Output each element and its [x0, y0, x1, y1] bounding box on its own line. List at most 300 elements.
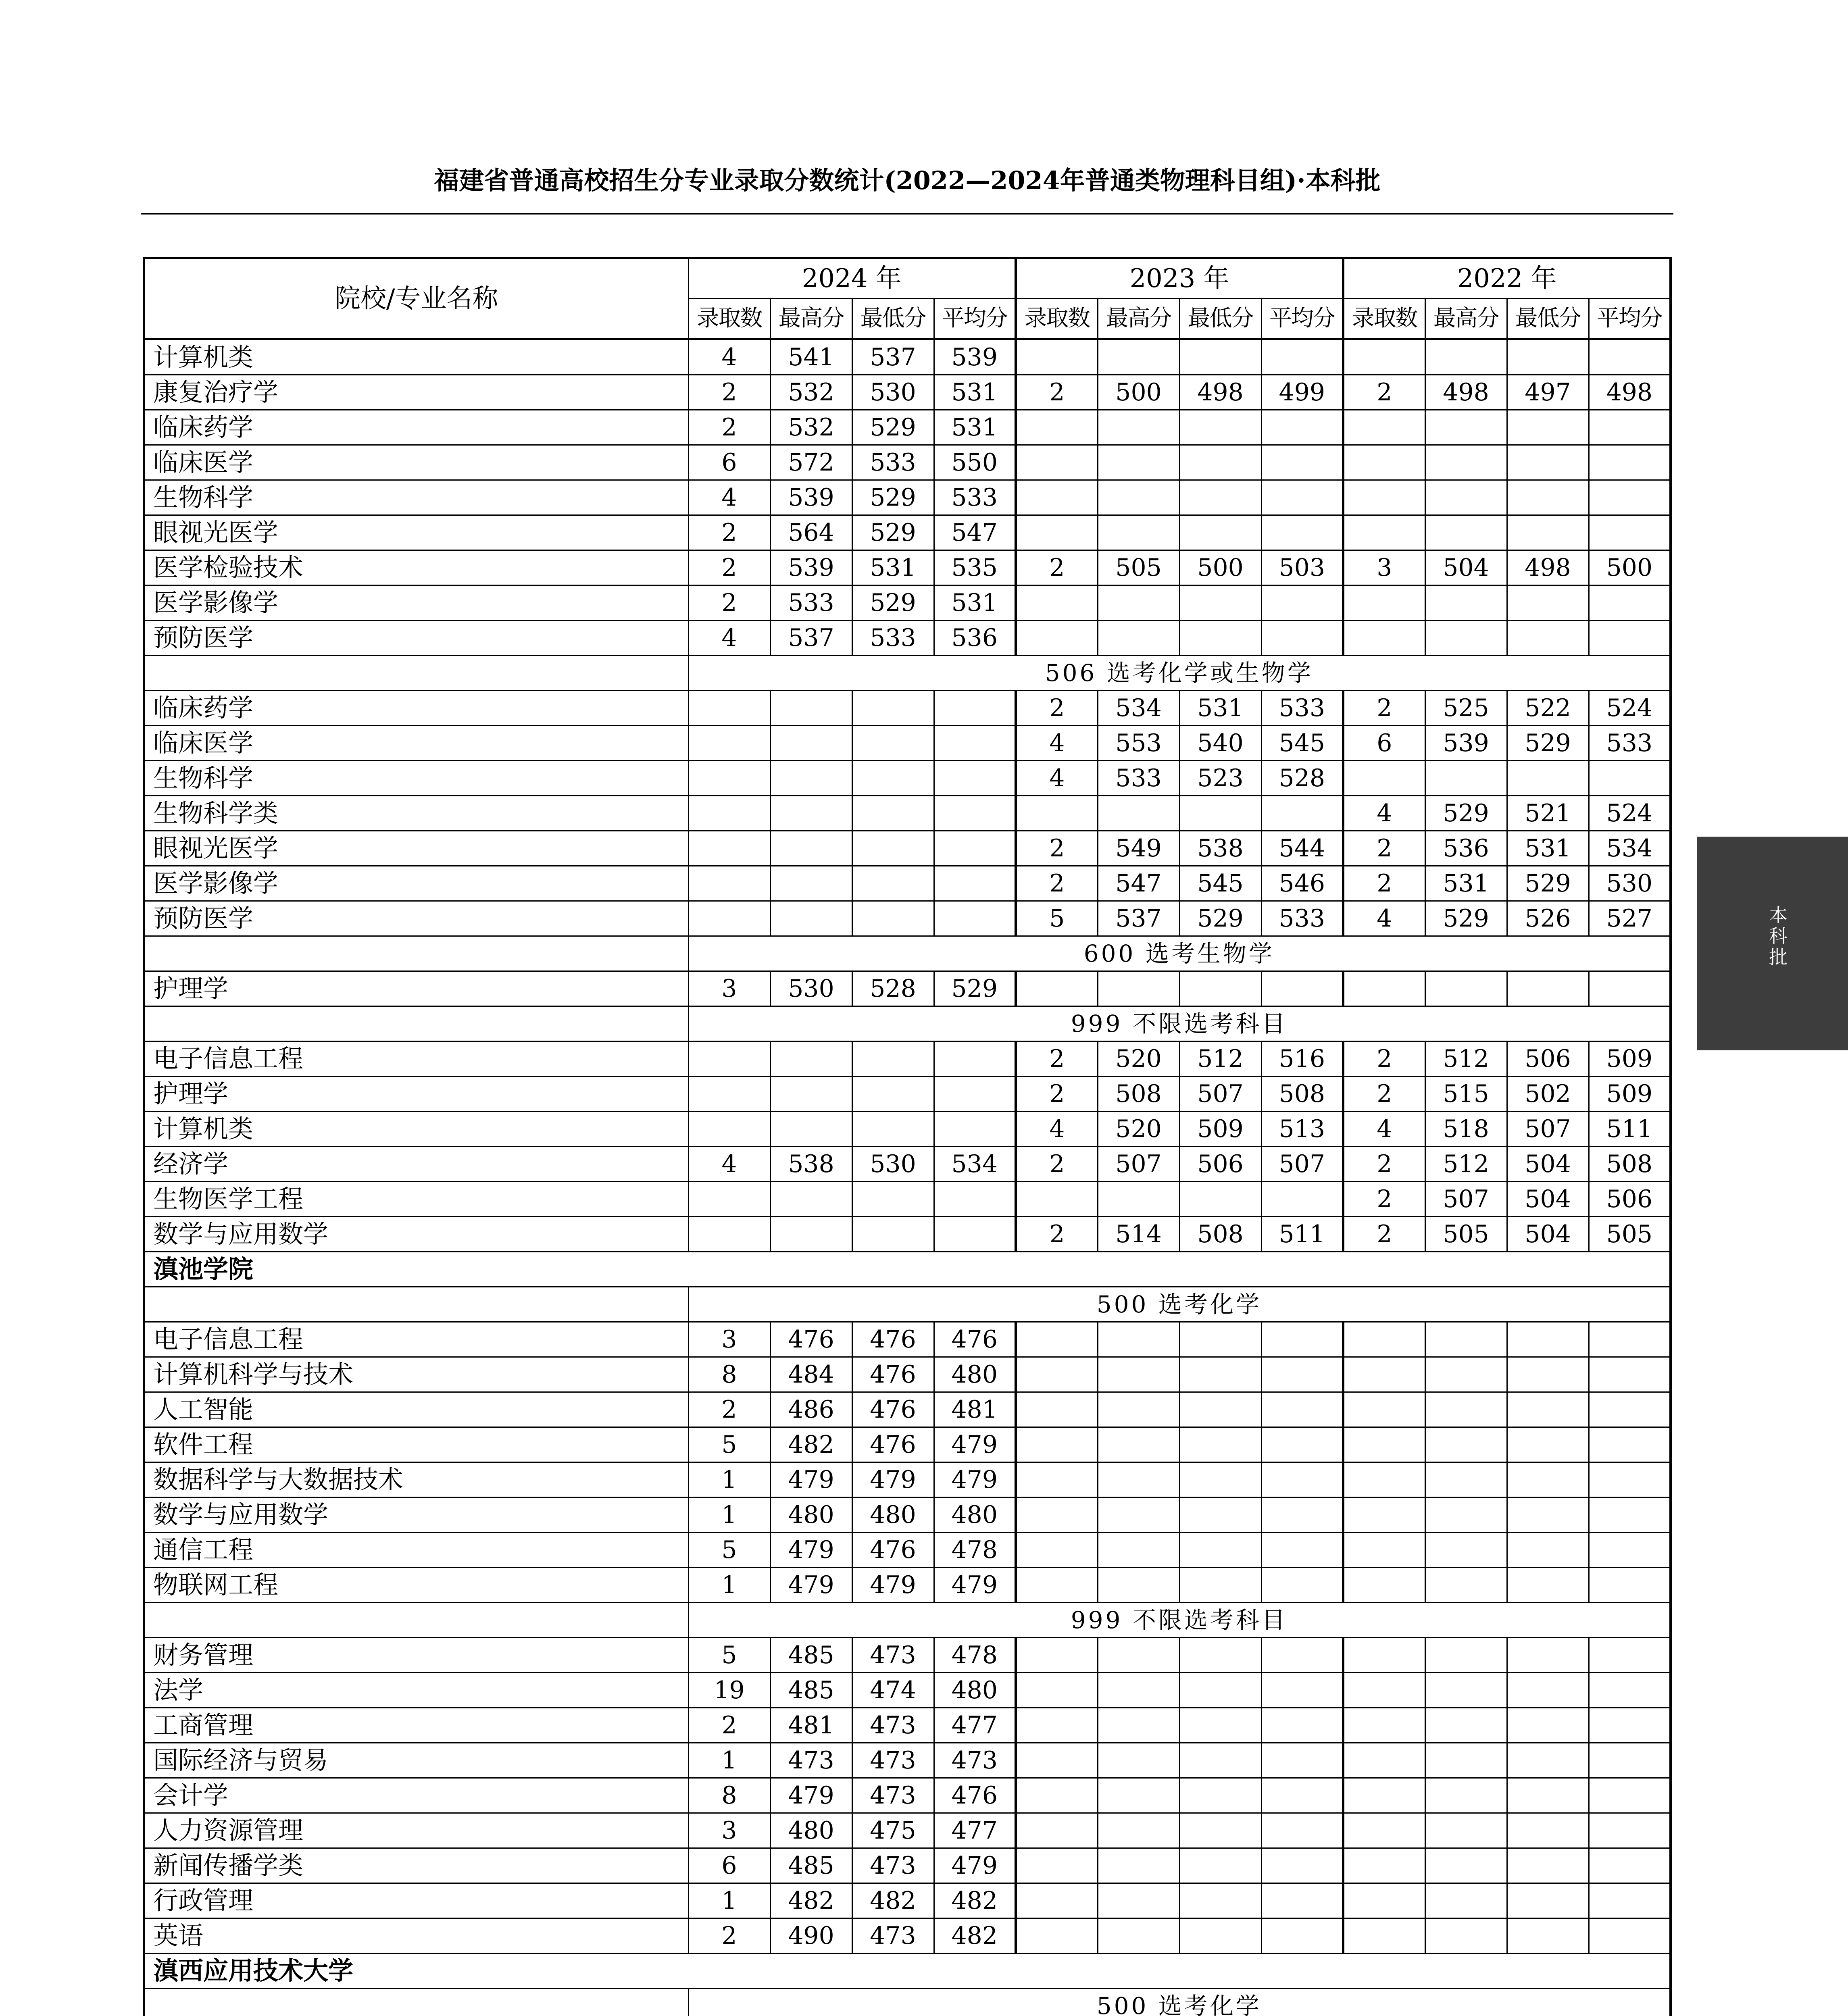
score-avg-cell [1589, 1883, 1671, 1918]
score-max-cell: 538 [770, 1147, 852, 1182]
major-name: 电子信息工程 [144, 1041, 688, 1077]
score-avg-cell: 547 [934, 515, 1016, 550]
score-avg-cell: 507 [1261, 1147, 1343, 1182]
running-header-title: 福建省普通高校招生分专业录取分数统计(2022—2024年普通类物理科目组)·本科批 [434, 166, 1381, 195]
score-max-cell: 539 [770, 550, 852, 585]
score-max-cell: 476 [770, 1322, 852, 1357]
score-max-cell: 529 [1425, 901, 1507, 936]
score-count-cell: 6 [688, 1848, 770, 1883]
score-avg-cell [1589, 445, 1671, 480]
score-avg-cell: 524 [1589, 691, 1671, 726]
score-max-cell: 504 [1425, 550, 1507, 585]
score-max-cell: 515 [1425, 1077, 1507, 1112]
score-max-cell [1425, 1533, 1507, 1568]
score-count-cell [1016, 515, 1098, 550]
score-avg-cell [1589, 1813, 1671, 1848]
score-avg-cell [1589, 761, 1671, 796]
score-count-cell: 2 [1343, 1182, 1425, 1217]
subject-requirement-label: 500 选考化学 [688, 1989, 1671, 2016]
score-avg-cell: 531 [934, 375, 1016, 410]
major-name: 英语 [144, 1918, 688, 1954]
score-min-cell: 530 [852, 375, 934, 410]
score-min-cell [1179, 1778, 1261, 1813]
score-min-cell: 506 [1179, 1147, 1261, 1182]
score-min-cell: 476 [852, 1322, 934, 1357]
score-avg-cell [934, 1041, 1016, 1077]
major-name: 生物医学工程 [144, 1182, 688, 1217]
sub-header-max: 最高分 [1098, 299, 1179, 339]
score-count-cell: 2 [1343, 375, 1425, 410]
score-max-cell [770, 901, 852, 936]
score-max-cell [1098, 445, 1179, 480]
score-avg-cell: 533 [1589, 726, 1671, 761]
score-avg-cell [1589, 410, 1671, 445]
score-min-cell: 473 [852, 1918, 934, 1954]
school-name: 滇西应用技术大学 [144, 1954, 1671, 1989]
score-avg-cell: 516 [1261, 1041, 1343, 1077]
score-count-cell [1016, 480, 1098, 515]
score-avg-cell: 529 [934, 971, 1016, 1006]
score-max-cell [1425, 339, 1507, 375]
table-row [144, 1392, 1671, 1427]
score-max-cell [770, 796, 852, 831]
score-avg-cell: 476 [934, 1778, 1016, 1813]
score-max-cell [1425, 1848, 1507, 1883]
score-min-cell [1179, 1357, 1261, 1392]
score-count-cell [1343, 515, 1425, 550]
score-min-cell [1507, 445, 1589, 480]
score-avg-cell: 535 [934, 550, 1016, 585]
score-avg-cell [1589, 1708, 1671, 1743]
score-avg-cell: 545 [1261, 726, 1343, 761]
score-avg-cell [1589, 1497, 1671, 1533]
score-avg-cell: 531 [934, 410, 1016, 445]
score-max-cell [1098, 1568, 1179, 1603]
side-tab-label: 本科批 [1766, 905, 1788, 968]
table-row [144, 1533, 1671, 1568]
score-avg-cell [1589, 971, 1671, 1006]
score-min-cell: 540 [1179, 726, 1261, 761]
score-count-cell [1343, 1813, 1425, 1848]
score-max-cell: 485 [770, 1673, 852, 1708]
score-min-cell: 509 [1179, 1112, 1261, 1147]
sub-header-count: 录取数 [688, 299, 770, 339]
score-count-cell: 19 [688, 1673, 770, 1708]
subject-row-name-cell [144, 656, 688, 691]
score-max-cell [1425, 1357, 1507, 1392]
score-count-cell: 4 [688, 1147, 770, 1182]
score-count-cell: 2 [1343, 831, 1425, 866]
score-avg-cell [1589, 1322, 1671, 1357]
score-min-cell: 522 [1507, 691, 1589, 726]
score-max-cell [1425, 1392, 1507, 1427]
major-name: 临床医学 [144, 445, 688, 480]
score-count-cell [688, 691, 770, 726]
score-count-cell [1016, 1708, 1098, 1743]
score-count-cell [1016, 1918, 1098, 1954]
score-max-cell [1425, 1322, 1507, 1357]
score-count-cell: 2 [1016, 1077, 1098, 1112]
score-avg-cell [934, 1182, 1016, 1217]
subject-requirement-row [144, 1287, 1671, 1322]
major-name: 临床药学 [144, 691, 688, 726]
score-max-cell: 539 [770, 480, 852, 515]
table-row [144, 1147, 1671, 1182]
score-max-cell [1425, 1708, 1507, 1743]
score-count-cell: 6 [688, 445, 770, 480]
score-count-cell [1343, 410, 1425, 445]
sub-header-count: 录取数 [1343, 299, 1425, 339]
table-row [144, 1918, 1671, 1954]
score-count-cell [1016, 1427, 1098, 1462]
score-min-cell: 479 [852, 1568, 934, 1603]
major-name: 预防医学 [144, 621, 688, 656]
score-avg-cell [1589, 621, 1671, 656]
table-row [144, 1077, 1671, 1112]
score-count-cell: 4 [688, 621, 770, 656]
subject-requirement-row [144, 936, 1671, 971]
score-avg-cell [1261, 410, 1343, 445]
major-name: 医学影像学 [144, 866, 688, 901]
sub-header-count: 录取数 [1016, 299, 1098, 339]
score-count-cell [688, 831, 770, 866]
major-name: 生物科学类 [144, 796, 688, 831]
score-min-cell [1179, 1708, 1261, 1743]
table-row [144, 375, 1671, 410]
score-min-cell [1179, 585, 1261, 621]
score-avg-cell [1261, 796, 1343, 831]
table-row [144, 1357, 1671, 1392]
score-avg-cell [1261, 621, 1343, 656]
subject-requirement-row [144, 656, 1671, 691]
score-count-cell: 2 [688, 585, 770, 621]
score-max-cell [1425, 1638, 1507, 1673]
score-avg-cell: 478 [934, 1533, 1016, 1568]
major-name: 眼视光医学 [144, 515, 688, 550]
score-count-cell [1343, 1568, 1425, 1603]
score-avg-cell [934, 866, 1016, 901]
score-min-cell [1507, 971, 1589, 1006]
table-row [144, 831, 1671, 866]
score-max-cell: 484 [770, 1357, 852, 1392]
score-count-cell: 2 [688, 1918, 770, 1954]
score-min-cell: 498 [1507, 550, 1589, 585]
score-avg-cell [1589, 1743, 1671, 1778]
score-avg-cell: 546 [1261, 866, 1343, 901]
score-max-cell [1098, 515, 1179, 550]
score-min-cell [1179, 445, 1261, 480]
score-max-cell: 485 [770, 1848, 852, 1883]
score-avg-cell [1261, 445, 1343, 480]
score-count-cell [1343, 621, 1425, 656]
table-row [144, 971, 1671, 1006]
score-avg-cell [934, 901, 1016, 936]
score-min-cell [1507, 761, 1589, 796]
major-name: 护理学 [144, 1077, 688, 1112]
score-min-cell [1179, 1568, 1261, 1603]
score-min-cell: 475 [852, 1813, 934, 1848]
score-count-cell [688, 1182, 770, 1217]
score-max-cell: 498 [1425, 375, 1507, 410]
major-name: 医学影像学 [144, 585, 688, 621]
score-max-cell [1425, 1462, 1507, 1497]
table-row [144, 1112, 1671, 1147]
score-max-cell [1098, 1708, 1179, 1743]
score-avg-cell: 479 [934, 1568, 1016, 1603]
score-max-cell: 479 [770, 1533, 852, 1568]
score-min-cell [1179, 1883, 1261, 1918]
score-min-cell: 504 [1507, 1147, 1589, 1182]
score-max-cell: 514 [1098, 1217, 1179, 1252]
score-max-cell [1098, 971, 1179, 1006]
score-count-cell [1343, 1708, 1425, 1743]
score-max-cell [1425, 480, 1507, 515]
score-min-cell [1507, 585, 1589, 621]
score-min-cell [852, 691, 934, 726]
sub-header-max: 最高分 [1425, 299, 1507, 339]
score-max-cell [1098, 1778, 1179, 1813]
score-avg-cell: 534 [934, 1147, 1016, 1182]
table-row [144, 515, 1671, 550]
score-min-cell: 498 [1179, 375, 1261, 410]
score-avg-cell [1589, 1673, 1671, 1708]
score-min-cell [1179, 1743, 1261, 1778]
score-avg-cell [1589, 1778, 1671, 1813]
score-avg-cell: 478 [934, 1638, 1016, 1673]
score-min-cell [852, 1077, 934, 1112]
score-count-cell [1016, 339, 1098, 375]
score-count-cell [1016, 1322, 1098, 1357]
score-min-cell [1179, 1462, 1261, 1497]
score-count-cell: 1 [688, 1743, 770, 1778]
score-min-cell [852, 796, 934, 831]
score-max-cell [1098, 1883, 1179, 1918]
score-avg-cell: 480 [934, 1673, 1016, 1708]
score-min-cell: 502 [1507, 1077, 1589, 1112]
score-min-cell [1507, 1638, 1589, 1673]
table-row [144, 339, 1671, 375]
score-avg-cell [1261, 1182, 1343, 1217]
score-min-cell: 526 [1507, 901, 1589, 936]
major-name: 物联网工程 [144, 1568, 688, 1603]
major-name: 数学与应用数学 [144, 1497, 688, 1533]
score-avg-cell [1261, 1392, 1343, 1427]
score-max-cell [770, 1217, 852, 1252]
score-count-cell [688, 1217, 770, 1252]
score-count-cell: 2 [1343, 866, 1425, 901]
score-max-cell [1425, 1813, 1507, 1848]
score-min-cell: 508 [1179, 1217, 1261, 1252]
score-min-cell [1507, 1778, 1589, 1813]
score-count-cell: 2 [688, 1392, 770, 1427]
score-count-cell [1343, 1638, 1425, 1673]
score-avg-cell: 524 [1589, 796, 1671, 831]
score-count-cell: 5 [688, 1533, 770, 1568]
score-avg-cell: 476 [934, 1322, 1016, 1357]
score-min-cell: 479 [852, 1462, 934, 1497]
score-count-cell [1343, 1848, 1425, 1883]
score-max-cell [770, 1041, 852, 1077]
school-name: 滇池学院 [144, 1252, 1671, 1287]
score-avg-cell [934, 1217, 1016, 1252]
score-avg-cell: 530 [1589, 866, 1671, 901]
major-name: 经济学 [144, 1147, 688, 1182]
score-count-cell: 4 [688, 339, 770, 375]
score-max-cell: 520 [1098, 1112, 1179, 1147]
score-max-cell: 480 [770, 1497, 852, 1533]
score-max-cell [1098, 1392, 1179, 1427]
sub-header-min: 最低分 [852, 299, 934, 339]
score-avg-cell [934, 691, 1016, 726]
subject-requirement-label: 506 选考化学或生物学 [688, 656, 1671, 691]
score-min-cell: 504 [1507, 1217, 1589, 1252]
score-min-cell: 482 [852, 1883, 934, 1918]
major-name: 医学检验技术 [144, 550, 688, 585]
score-avg-cell: 544 [1261, 831, 1343, 866]
score-count-cell [1343, 1357, 1425, 1392]
score-min-cell [1179, 1918, 1261, 1954]
score-avg-cell: 513 [1261, 1112, 1343, 1147]
score-min-cell: 480 [852, 1497, 934, 1533]
score-count-cell: 2 [688, 515, 770, 550]
score-max-cell [770, 691, 852, 726]
score-avg-cell [1261, 1357, 1343, 1392]
table-row [144, 1813, 1671, 1848]
score-max-cell: 480 [770, 1813, 852, 1848]
score-count-cell: 1 [688, 1462, 770, 1497]
score-avg-cell: 533 [934, 480, 1016, 515]
score-count-cell: 3 [688, 971, 770, 1006]
score-avg-cell: 534 [1589, 831, 1671, 866]
score-count-cell: 1 [688, 1568, 770, 1603]
score-min-cell [1507, 480, 1589, 515]
score-max-cell: 531 [1425, 866, 1507, 901]
score-max-cell: 525 [1425, 691, 1507, 726]
score-max-cell: 512 [1425, 1147, 1507, 1182]
score-avg-cell: 539 [934, 339, 1016, 375]
score-count-cell [1343, 339, 1425, 375]
score-max-cell: 537 [1098, 901, 1179, 936]
score-max-cell [1425, 621, 1507, 656]
score-count-cell [1343, 1918, 1425, 1954]
score-min-cell [1179, 1638, 1261, 1673]
score-count-cell [688, 866, 770, 901]
name-column-header: 院校/专业名称 [144, 258, 688, 339]
major-name: 预防医学 [144, 901, 688, 936]
score-count-cell [1016, 410, 1098, 445]
sub-header-min: 最低分 [1179, 299, 1261, 339]
score-count-cell [1343, 445, 1425, 480]
table-row [144, 1638, 1671, 1673]
header-rule [141, 213, 1673, 215]
score-min-cell [1179, 1848, 1261, 1883]
score-avg-cell: 477 [934, 1708, 1016, 1743]
score-avg-cell [1261, 1848, 1343, 1883]
score-max-cell [1098, 1427, 1179, 1462]
score-count-cell [1016, 1743, 1098, 1778]
admission-score-table [143, 257, 1672, 2016]
score-avg-cell [1589, 1918, 1671, 1954]
score-max-cell: 549 [1098, 831, 1179, 866]
score-min-cell [852, 1112, 934, 1147]
side-thumb-tab [1697, 837, 1848, 1050]
score-min-cell: 529 [1507, 866, 1589, 901]
table-row [144, 866, 1671, 901]
score-max-cell: 520 [1098, 1041, 1179, 1077]
major-name: 新闻传播学类 [144, 1848, 688, 1883]
score-min-cell: 473 [852, 1743, 934, 1778]
score-avg-cell [1589, 1848, 1671, 1883]
year-header-2023: 2023 年 [1016, 258, 1343, 299]
score-count-cell: 2 [1016, 691, 1098, 726]
score-count-cell [1343, 1673, 1425, 1708]
score-avg-cell: 479 [934, 1427, 1016, 1462]
subject-row-name-cell [144, 1287, 688, 1322]
score-min-cell [1179, 621, 1261, 656]
score-max-cell [1425, 1427, 1507, 1462]
table-row [144, 1462, 1671, 1497]
score-count-cell [1016, 796, 1098, 831]
score-count-cell: 1 [688, 1883, 770, 1918]
score-count-cell [1343, 1778, 1425, 1813]
table-row [144, 1743, 1671, 1778]
major-name: 电子信息工程 [144, 1322, 688, 1357]
score-max-cell [1098, 1497, 1179, 1533]
score-avg-cell: 477 [934, 1813, 1016, 1848]
score-max-cell [1098, 621, 1179, 656]
score-count-cell: 4 [1016, 1112, 1098, 1147]
score-min-cell: 506 [1507, 1041, 1589, 1077]
score-count-cell [1016, 1182, 1098, 1217]
score-avg-cell [1261, 971, 1343, 1006]
table-row [144, 1217, 1671, 1252]
score-min-cell [852, 726, 934, 761]
score-count-cell [1343, 1743, 1425, 1778]
table-row [144, 480, 1671, 515]
score-count-cell [688, 1112, 770, 1147]
score-count-cell: 2 [1016, 866, 1098, 901]
score-avg-cell: 533 [1261, 691, 1343, 726]
score-max-cell [1425, 445, 1507, 480]
sub-header-min: 最低分 [1507, 299, 1589, 339]
score-min-cell [1507, 1673, 1589, 1708]
score-min-cell [852, 1217, 934, 1252]
score-min-cell: 531 [1507, 831, 1589, 866]
score-max-cell [1098, 480, 1179, 515]
score-min-cell: 529 [1507, 726, 1589, 761]
subject-requirement-label: 500 选考化学 [688, 1287, 1671, 1322]
score-count-cell [1343, 1462, 1425, 1497]
subject-row-name-cell [144, 936, 688, 971]
score-max-cell: 481 [770, 1708, 852, 1743]
score-max-cell [1098, 585, 1179, 621]
score-max-cell: 530 [770, 971, 852, 1006]
score-count-cell [1343, 971, 1425, 1006]
score-max-cell [770, 726, 852, 761]
major-name: 临床药学 [144, 410, 688, 445]
score-avg-cell: 481 [934, 1392, 1016, 1427]
score-max-cell: 533 [1098, 761, 1179, 796]
score-count-cell [1016, 1533, 1098, 1568]
score-count-cell: 5 [1016, 901, 1098, 936]
score-avg-cell [934, 796, 1016, 831]
score-min-cell [1507, 1357, 1589, 1392]
major-name: 会计学 [144, 1778, 688, 1813]
score-count-cell: 4 [688, 480, 770, 515]
score-avg-cell: 499 [1261, 375, 1343, 410]
score-max-cell: 512 [1425, 1041, 1507, 1077]
score-count-cell: 4 [1343, 901, 1425, 936]
